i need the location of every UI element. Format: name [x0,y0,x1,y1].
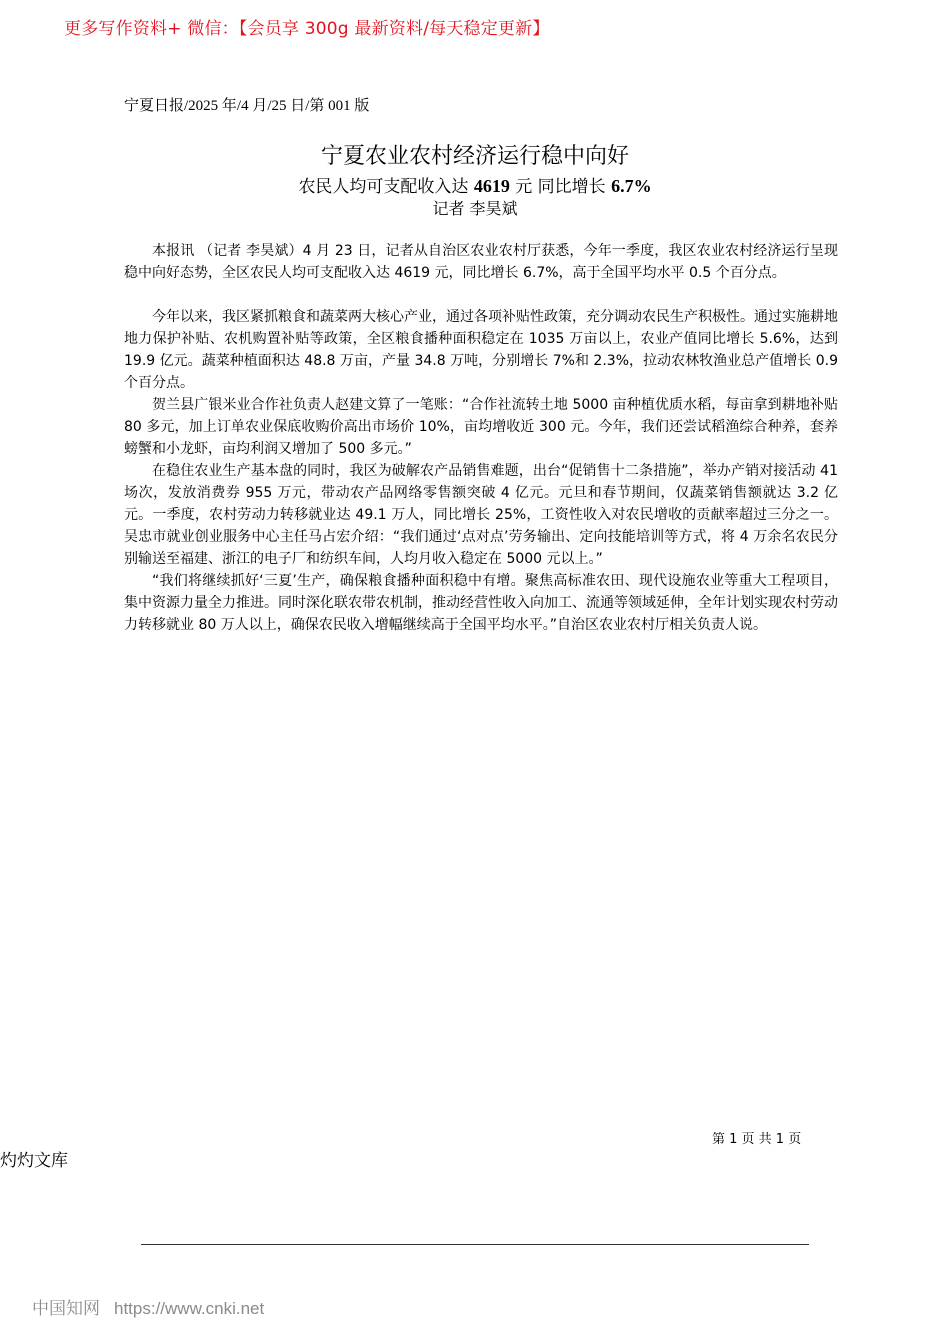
subtitle-growth-value: 6.7% [611,176,652,196]
article-paragraph-5: “我们将继续抓好‘三夏’生产，确保粮食播种面积稳中有增。聚焦高标准农田、现代设施农业等重大工程项目，集中资源力量全力推进。同时深化联农带农机制，推动经营性收入向加工、流通等领域延伸，全年计划实现农村劳动力转移就业 80 万人以上，确保农民收入增幅继续高于全国平均水平。”自治区农业农村厅相关负责人说。 [124,573,838,633]
article-paragraph-3: 贺兰县广银米业合作社负责人赵建文算了一笔账：“合作社流转土地 5000 亩种植优质水稻，每亩拿到耕地补贴 80 多元，加上订单农业保底收购价高出市场价 10%，亩均增收近 300 元。今年，我们还尝试稻渔综合种养，套养螃蟹和小龙虾，亩均利润又增加了 500 多元。” [124,397,838,457]
source-name: 中国知网 [32,1299,100,1319]
watermark-text: 灼灼文库 [0,1151,68,1171]
footer-divider [141,1244,809,1245]
subtitle-income-value: 4619 [473,176,510,196]
source-url: https://www.cnki.net [114,1299,265,1318]
article-paragraph-2: 今年以来，我区紧抓粮食和蔬菜两大核心产业，通过各项补贴性政策，充分调动农民生产积极性。通过实施耕地地力保护补贴、农机购置补贴等政策，全区粮食播种面积稳定在 1035 万亩以上，农业产值同比增长 5.6%，达到 19.9 亿元。蔬菜种植面积达 48.8 万亩，产量 34.8 万吨，分别增长 7%和 2.3%，拉动农林牧渔业总产值增长 0.9 个百分点。 [124,309,838,391]
subtitle-mid: 元 同比增长 [509,177,612,197]
dateline: 宁夏日报/2025 年/4 月/25 日/第 001 版 [124,98,370,114]
article-subtitle [0,172,950,197]
reporter-byline: 记者 李昊斌 [432,199,518,218]
promo-banner: 更多写作资料+ 微信：【会员享 300g 最新资料/每天稳定更新】 [64,19,550,39]
page-number: 第 1 页 共 1 页 [712,1132,802,1147]
article-paragraph-4: 在稳住农业生产基本盘的同时，我区为破解农产品销售难题，出台“促销售十二条措施”，举办产销对接活动 41 场次，发放消费券 955 万元，带动农产品网络零售额突破 4 亿元。元旦和春节期间，仅蔬菜销售额就达 3.2 亿元。一季度，农村劳动力转移就业达 49.1 万人，同比增长 25%，工资性收入对农民增收的贡献率超过三分之一。吴忠市就业创业服务中心主任马占宏介绍：“我们通过‘点对点’劳务输出、定向技能培训等方式，将 4 万余名农民分别输送至福建、浙江的电子厂和纺织车间，人均月收入稳定在 5000 元以上。” [124,463,838,567]
article-body [124,240,838,636]
source-footer [32,1294,264,1319]
article-title: 宁夏农业农村经济运行稳中向好 [320,144,629,169]
subtitle-prefix: 农民人均可支配收入达 [298,177,474,197]
article-paragraph-1: 本报讯 （记者 李昊斌）4 月 23 日，记者从自治区农业农村厅获悉，今年一季度，我区农业农村经济运行呈现稳中向好态势，全区农民人均可支配收入达 4619 元，同比增长 6.7%，高于全国平均水平 0.5 个百分点。 [124,243,838,281]
